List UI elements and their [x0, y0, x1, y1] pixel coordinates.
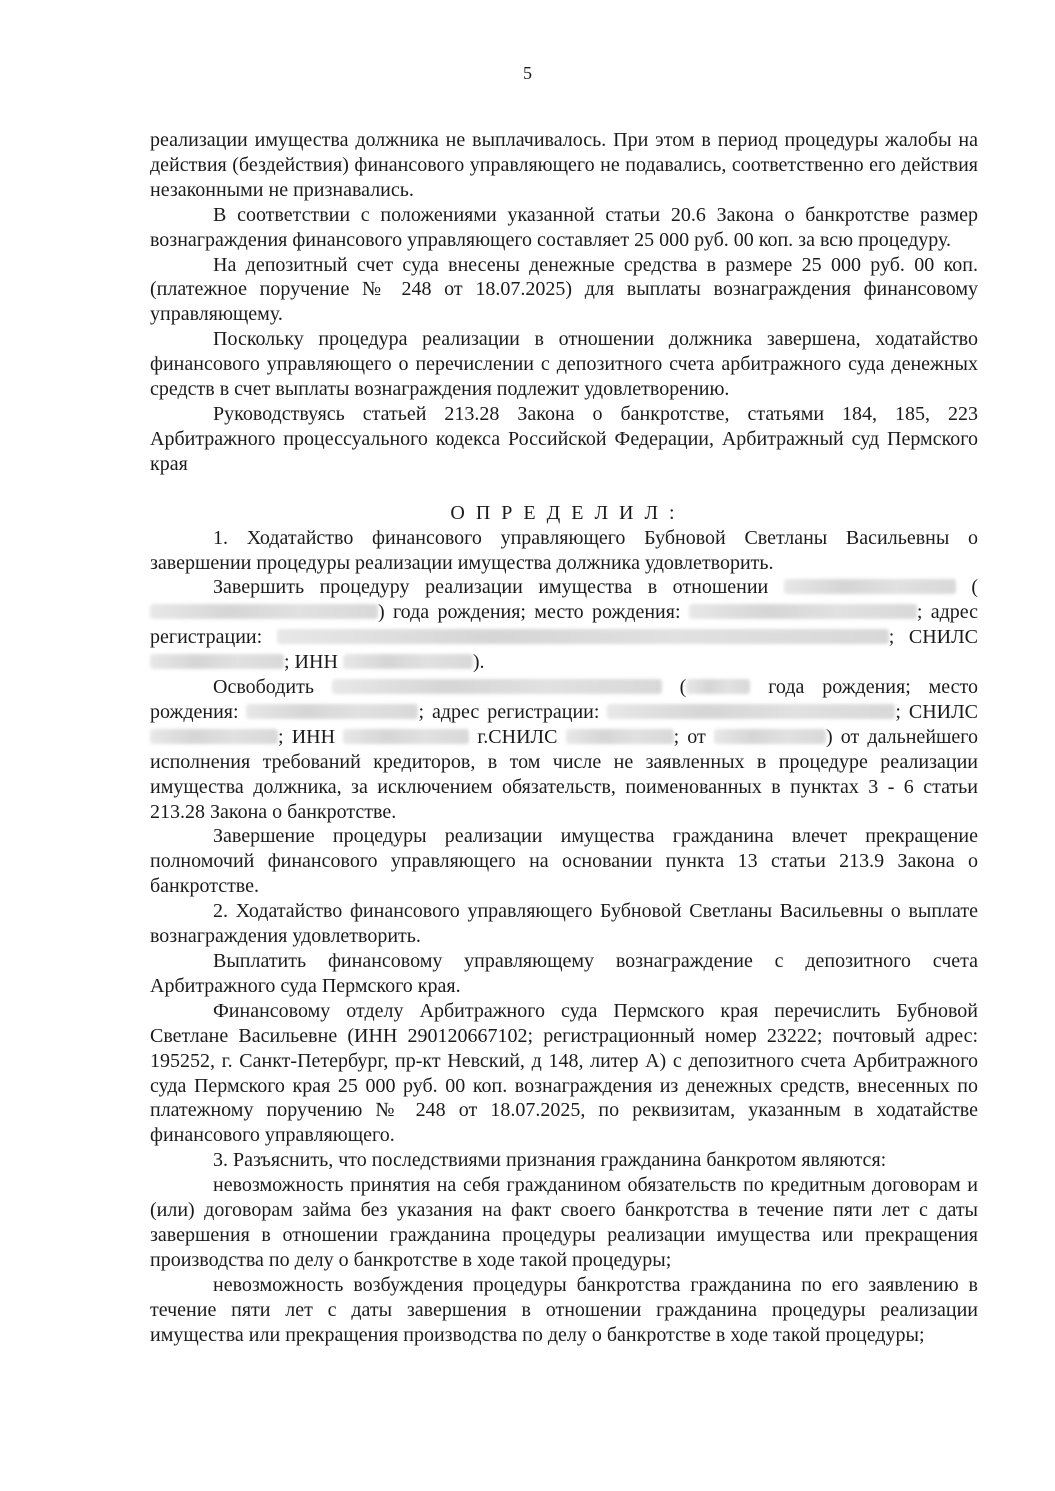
- release-inn: ; ИНН: [278, 725, 344, 748]
- complete-end: ).: [472, 651, 485, 674]
- redacted-birth-date: [150, 604, 378, 619]
- paragraph-pay-fee: Выплатить финансовому управляющему вознаграждение с депозитного счета Арбитражного суда Пермского края.: [150, 950, 978, 997]
- release-birth: года рождения; место рождения:: [150, 676, 978, 723]
- redacted-release-inn: [343, 729, 469, 744]
- paragraph-transfer-order: Финансовому отделу Арбитражного суда Пермского края перечислить Бубновой Светлане Васильевне (ИНН 290120667102; регистрационный номер 23222; почтовый адрес: 195252, г. Санкт-Петербург, пр-кт Невский, д 148, литер А) с депозитного счета Арбитражного суда Пермского края 25 000 руб. 00 коп. вознаграждения из денежных средств, внесенных по платежному поручению № 248 от 18.07.2025, по реквизитам, указанным в ходатайстве финансового управляющего.: [150, 999, 978, 1147]
- redacted-release-date: [714, 729, 826, 744]
- complete-birth: ) года рождения; место рождения:: [378, 601, 689, 624]
- complete-reg: ; адрес регистрации:: [150, 601, 978, 649]
- release-lead: Освободить: [213, 676, 332, 699]
- paragraph-powers-terminated: Завершение процедуры реализации имущества гражданина влечет прекращение полномочий финансового управляющего на основании пункта 13 статьи 213.9 Закона о банкротстве.: [150, 825, 978, 898]
- complete-snils: ; СНИЛС: [888, 626, 978, 649]
- release-snils: ; СНИЛС: [895, 700, 978, 723]
- redacted-snils: [150, 654, 284, 669]
- document-body: [150, 128, 978, 1348]
- paragraph-legal-basis: Руководствуясь статьей 213.28 Закона о банкротстве, статьями 184, 185, 223 Арбитражного процессуального кодекса Российской Федерации, Арбитражный суд Пермского края: [150, 402, 978, 475]
- redacted-debtor-name: [784, 579, 956, 594]
- release-from: ; от: [673, 725, 714, 748]
- redacted-release-birthplace: [246, 704, 418, 719]
- paragraph-consequence-bankruptcy: невозможность возбуждения процедуры банкротства гражданина по его заявлению в течение пяти лет с даты завершения в отношении гражданина процедуры реализации имущества или прекращения производства по делу о банкротстве в ходе такой процедуры;: [150, 1273, 978, 1346]
- complete-inn: ; ИНН: [284, 651, 343, 674]
- redacted-release-address: [607, 704, 895, 719]
- redacted-debtor-full-name: [332, 679, 662, 694]
- redacted-address: [277, 629, 889, 644]
- complete-paren: (: [955, 576, 978, 599]
- redacted-birthplace: [689, 604, 917, 619]
- paragraph-release-debtor: [150, 675, 978, 824]
- paragraph-item-1: 1. Ходатайство финансового управляющего Бубновой Светланы Васильевны о завершении процедуры реализации имущества должника удовлетворить.: [150, 526, 978, 574]
- paragraph-item-2: 2. Ходатайство финансового управляющего Бубновой Светланы Васильевны о выплате вознаграждения удовлетворить.: [150, 900, 978, 948]
- redacted-release-snils: [150, 729, 278, 744]
- release-paren: (: [661, 676, 687, 699]
- paragraph-fee-amount: В соответствии с положениями указанной статьи 20.6 Закона о банкротстве размер вознаграждения финансового управляющего составляет 25 000 руб. 00 коп. за всю процедуру.: [150, 203, 978, 251]
- paragraph-fee-not-paid: реализации имущества должника не выплачивалось. При этом в период процедуры жалобы на действия (бездействия) финансового управляющего не подавались, соответственно его действия незаконными не признавались.: [150, 129, 978, 201]
- paragraph-consequence-credit: невозможность принятия на себя гражданином обязательств по кредитным договорам и (или) договорам займа без указания на факт своего банкротства в течение пяти лет с даты завершения в отношении гражданина процедуры реализации имущества или прекращения производства по делу о банкротстве в ходе такой процедуры;: [150, 1174, 978, 1271]
- release-snils2: г.СНИЛС: [469, 725, 566, 748]
- paragraph-item-3: 3. Разъяснить, что последствиями признания гражданина банкротом являются:: [213, 1149, 887, 1172]
- paragraph-motion-grounds: Поскольку процедура реализации в отношении должника завершена, ходатайство финансового управляющего о перечислении с депозитного счета арбитражного суда денежных средств в счет выплаты вознаграждения подлежит удовлетворению.: [150, 328, 978, 401]
- release-tail: ) от дальнейшего исполнения требований кредиторов, в том числе не заявленных в процедуре реализации имущества должника, за исключением обязательств, поименованных в пунктах 3 - 6 статьи 213.28 Закона о банкротстве.: [150, 725, 978, 823]
- complete-lead: Завершить процедуру реализации имущества в отношении: [213, 576, 784, 599]
- page-number: 5: [523, 63, 532, 83]
- redacted-birth-year: [686, 679, 750, 694]
- paragraph-deposit: На депозитный счет суда внесены денежные средства в размере 25 000 руб. 00 коп. (платежное поручение № 248 от 18.07.2025) для выплаты вознаграждения финансовому управляющему.: [150, 253, 978, 326]
- release-reg: ; адрес регистрации:: [418, 700, 608, 723]
- redacted-inn: [343, 654, 473, 669]
- paragraph-complete-procedure: [150, 575, 978, 675]
- ruling-heading: О П Р Е Д Е Л И Л :: [450, 501, 678, 524]
- redacted-release-snils-2: [566, 729, 674, 744]
